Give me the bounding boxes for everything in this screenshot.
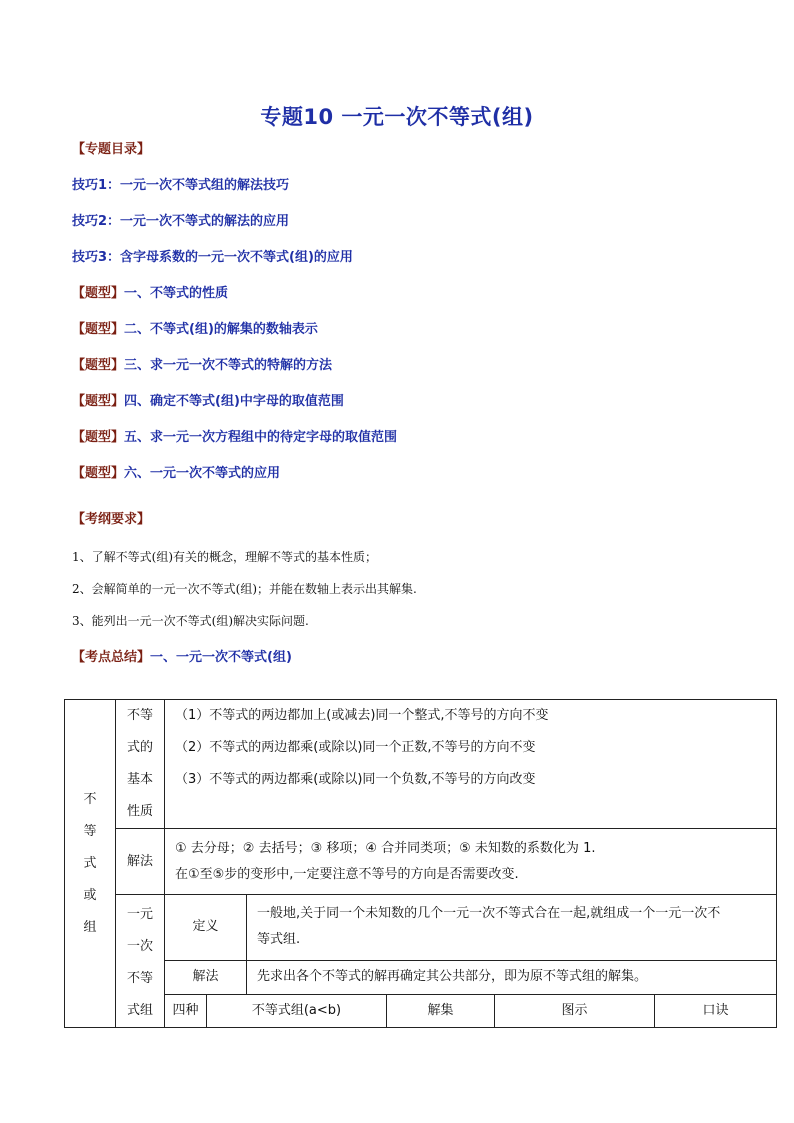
type-1 bbox=[72, 285, 228, 303]
page-title: 专题10 一元一次不等式(组) bbox=[260, 105, 534, 129]
definition-label: 定义 bbox=[165, 895, 247, 961]
type-2 bbox=[72, 321, 318, 339]
property-rule: （2）不等式的两边都乘(或除以)同一个正数,不等号的方向不变 bbox=[175, 740, 536, 755]
summary-prefix: 【考点总结】 bbox=[72, 650, 151, 665]
col-header-solution: 解集 bbox=[387, 995, 495, 1028]
type-4 bbox=[72, 393, 344, 411]
type-6-text: 六、一元一次不等式的应用 bbox=[124, 466, 281, 481]
type-5 bbox=[72, 429, 397, 447]
summary-table bbox=[64, 699, 777, 1028]
tip-1-prefix: 技巧1： bbox=[72, 178, 121, 193]
side-label-char: 等 bbox=[83, 823, 97, 839]
requirement-1: 1、了解不等式(组)有关的概念，理解不等式的基本性质； bbox=[72, 550, 378, 564]
type-2-prefix: 【题型】 bbox=[72, 322, 125, 337]
solve-cell bbox=[165, 829, 777, 895]
side-label-char: 不 bbox=[83, 791, 97, 807]
tip-3-text: 含字母系数的一元一次不等式(组)的应用 bbox=[120, 250, 353, 265]
tip-1 bbox=[72, 177, 289, 195]
property-rule: （1）不等式的两边都加上(或减去)同一个整式,不等号的方向不变 bbox=[175, 708, 549, 723]
type-2-text: 二、不等式(组)的解集的数轴表示 bbox=[124, 322, 318, 337]
tip-2-text: 一元一次不等式的解法的应用 bbox=[120, 214, 290, 229]
summary-heading bbox=[72, 649, 292, 667]
system-solve-label: 解法 bbox=[165, 960, 247, 994]
system-solve-text: 先求出各个不等式的解再确定其公共部分，即为原不等式组的解集。 bbox=[247, 960, 777, 994]
system-label: 一元 一次 不等 式组 bbox=[116, 895, 165, 1028]
side-label bbox=[65, 700, 116, 1028]
properties-cell bbox=[165, 700, 777, 829]
definition-line: 一般地,关于同一个未知数的几个一元一次不等式合在一起,就组成一个一元一次不 bbox=[257, 906, 721, 922]
type-4-prefix: 【题型】 bbox=[72, 394, 125, 409]
requirement-3: 3、能列出一元一次不等式(组)解决实际问题. bbox=[72, 614, 309, 628]
type-4-text: 四、确定不等式(组)中字母的取值范围 bbox=[124, 394, 344, 409]
tip-3 bbox=[72, 249, 353, 267]
solve-line: ① 去分母；② 去括号；③ 移项；④ 合并同类项；⑤ 未知数的系数化为 1. bbox=[175, 840, 596, 856]
tip-2 bbox=[72, 213, 289, 231]
col-header-mnemonic: 口诀 bbox=[655, 995, 777, 1028]
property-rule: （3）不等式的两边都乘(或除以)同一个负数,不等号的方向改变 bbox=[175, 772, 536, 787]
side-label-char: 或 bbox=[83, 887, 97, 903]
tip-3-prefix: 技巧3： bbox=[72, 250, 121, 265]
side-label-char: 组 bbox=[83, 919, 97, 935]
side-label-char: 式 bbox=[83, 855, 97, 871]
type-6 bbox=[72, 465, 280, 483]
type-5-prefix: 【题型】 bbox=[72, 430, 125, 445]
solve-line: 在①至⑤步的变形中,一定要注意不等号的方向是否需要改变. bbox=[175, 866, 519, 882]
definition-cell bbox=[247, 895, 777, 961]
type-1-text: 一、不等式的性质 bbox=[124, 286, 229, 301]
summary-text: 一、一元一次不等式(组) bbox=[150, 650, 292, 665]
requirements-header: 【考纲要求】 bbox=[72, 512, 151, 527]
tip-2-prefix: 技巧2： bbox=[72, 214, 121, 229]
tip-1-text: 一元一次不等式组的解法技巧 bbox=[120, 178, 290, 193]
toc-header: 【专题目录】 bbox=[72, 142, 151, 157]
type-3 bbox=[72, 357, 332, 375]
type-3-text: 三、求一元一次不等式的特解的方法 bbox=[124, 358, 333, 373]
type-6-prefix: 【题型】 bbox=[72, 466, 125, 481]
type-1-prefix: 【题型】 bbox=[72, 286, 125, 301]
definition-line: 等式组. bbox=[257, 932, 301, 948]
type-3-prefix: 【题型】 bbox=[72, 358, 125, 373]
type-5-text: 五、求一元一次方程组中的待定字母的取值范围 bbox=[124, 430, 398, 445]
col-header-inequality: 不等式组(a<b) bbox=[207, 995, 387, 1028]
requirement-2: 2、会解简单的一元一次不等式(组)；并能在数轴上表示出其解集. bbox=[72, 582, 417, 596]
properties-label: 不等 式的 基本 性质 bbox=[116, 700, 165, 829]
four-kinds-label: 四种 bbox=[165, 995, 207, 1028]
col-header-diagram: 图示 bbox=[495, 995, 655, 1028]
solve-label: 解法 bbox=[116, 829, 165, 895]
